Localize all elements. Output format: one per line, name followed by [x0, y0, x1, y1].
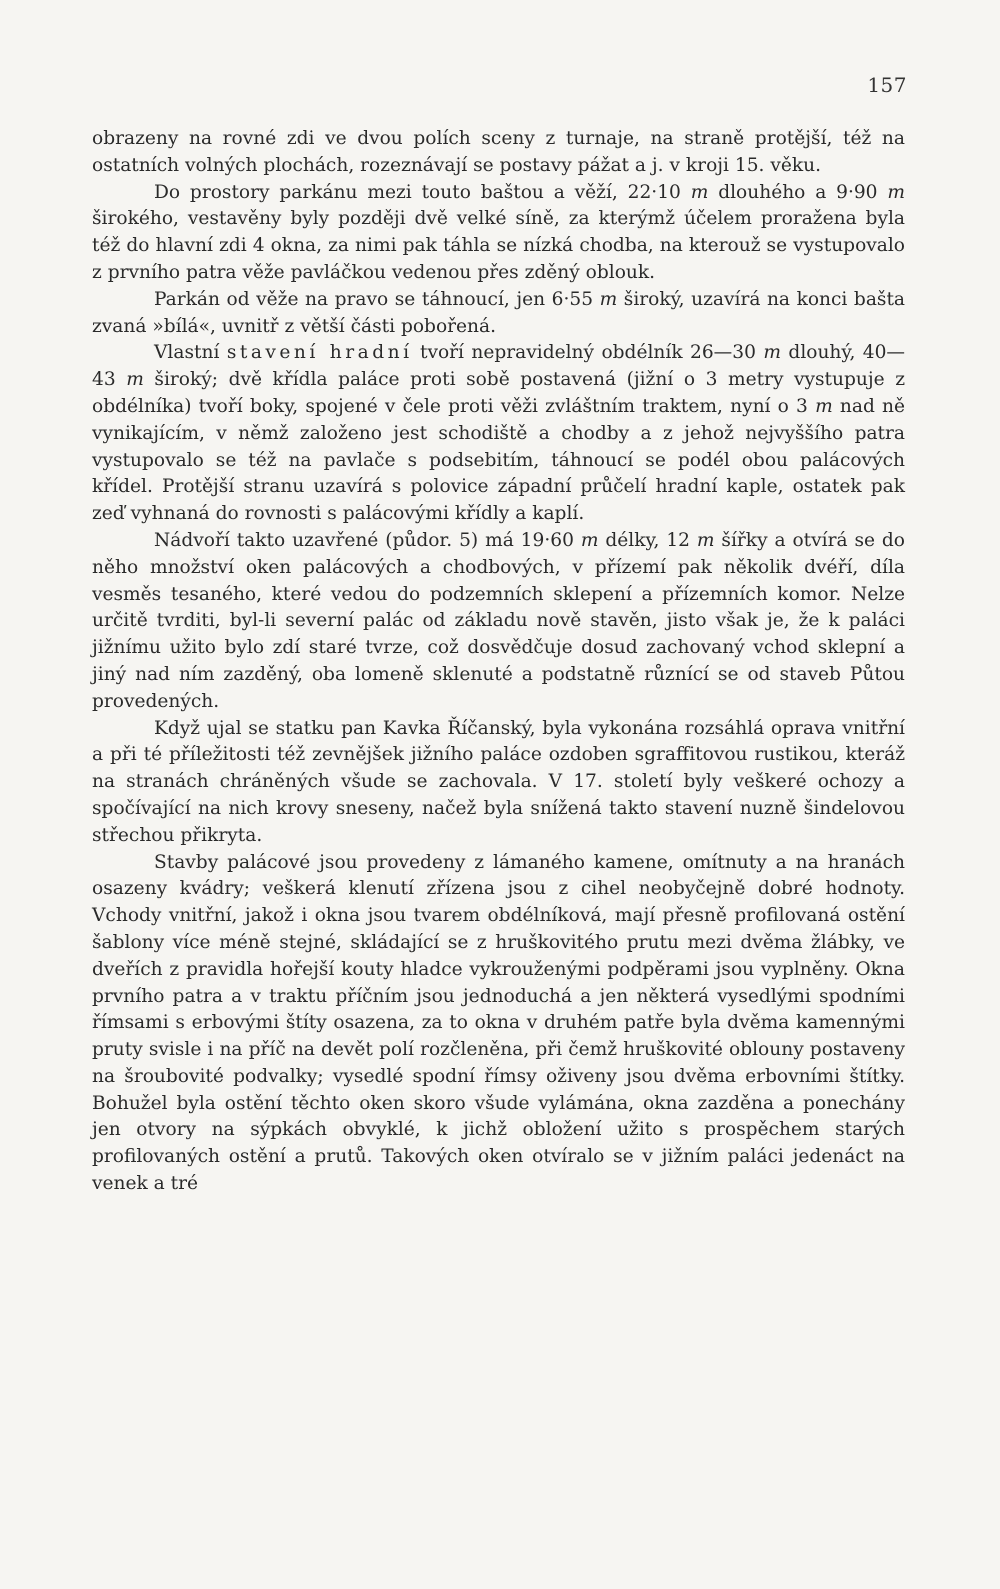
text-run: šířky a otvírá se do něho množství oken palácových a chodbových, v přízemí pak několik dvéří, díla vesměs tesaného, které vedou do podzemních sklepení a přízemních komor. Nelze určitě tvrditi, byl-li severní palác od základu nově stavěn, jisto však je, že k paláci jižnímu užito bylo zdí staré tvrze, což dosvědčuje dosud zachovaný vchod sklepní a jiný nad ním zazděný, oba lomeně sklenuté a podstatně různící se od staveb Půtou provedených.	[92, 529, 905, 712]
text-run: Nádvoří takto uzavřené (půdor. 5) má 19·60	[154, 529, 581, 551]
unit-symbol: m	[887, 181, 905, 203]
text-run: Stavby palácové jsou provedeny z lámaného kamene, omítnuty a na hranách osazeny kvádry; veškerá klenutí zřízena jsou z cihel neobyčejně dobré hodnoty. Vchody vnitřní, jakož i okna jsou tvarem obdélníková, mají přesně profilovaná ostění šablony více méně stejné, skládající se z hruškovitého prutu mezi dvěma žlábky, ve dveřích z pravidla hořejší kouty hladce vykrouženými podpěrami jsou vyplněny. Okna prvního patra a v traktu příčním jsou jednoduchá a jen některá vysedlými spodními římsami s erbovými štíty osazena, za to okna v druhém patře byla dvěma kamennými pruty svisle i na příč na devět polí rozčleněna, při čemž hruškovité oblouny postaveny na šroubovité podvalky; vysedlé spodní římsy oživeny jsou dvěma erbovními štítky. Bohužel byla ostění těchto oken skoro všude vylámána, okna zazděna a ponechány jen otvory na sýpkách obvyklé, k jichž obložení užito s prospěchem starých profilovaných ostění a prutů. Takových oken otvíralo se v jižním paláci jedenáct na venek a tré	[92, 851, 905, 1195]
text-run: široký; dvě křídla paláce proti sobě postavená (jižní o 3 metry vystupuje z obdélníka) tvoří boky, spojené v čele proti věži zvláštním traktem, nyní o 3	[92, 369, 905, 417]
text-run: tvoří nepravidelný obdélník 26—30	[412, 342, 764, 364]
paragraph	[92, 528, 905, 716]
text-run: délky, 12	[598, 529, 697, 551]
unit-symbol: m	[696, 529, 715, 551]
paragraph	[92, 716, 905, 850]
spaced-emphasis: stavení hradní	[226, 342, 413, 364]
unit-symbol: m	[126, 369, 144, 391]
text-run: širokého, vestavěny byly později dvě velké síně, za kterýmž účelem proražena byla též do hlavní zdi 4 okna, za nimi pak táhla se nízká chodba, na kterouž se vystupovalo z prvního patra věže pavláčkou vedenou přes zděný oblouk.	[92, 208, 905, 283]
paragraph	[92, 850, 905, 1198]
body-text	[92, 126, 905, 1198]
paragraph	[92, 340, 905, 528]
text-run: Když ujal se statku pan Kavka Říčanský, byla vykonána rozsáhlá oprava vnitřní a při té příležitosti též zevnějšek jižního paláce ozdoben sgraffitovou rustikou, kteráž na stranách chráněných všude se zachovala. V 17. století byly veškeré ochozy a spočívající na nich krovy sneseny, načež byla snížená takto stavení nuzně šindelovou střechou přikryta.	[92, 717, 905, 846]
text-run: Vlastní	[154, 342, 227, 364]
text-run: široký, uzavírá na konci bašta zvaná »bílá«, uvnitř z větší části pobořená.	[92, 288, 906, 337]
paragraph	[92, 287, 905, 341]
unit-symbol: m	[690, 181, 709, 203]
unit-symbol: m	[580, 529, 599, 551]
text-run: dlouhý, 40—43	[92, 342, 906, 391]
unit-symbol: m	[763, 342, 781, 364]
paragraph	[92, 180, 905, 287]
text-run: Do prostory parkánu mezi touto baštou a věží, 22·10	[154, 181, 691, 203]
paragraph	[92, 126, 905, 180]
unit-symbol: m	[599, 288, 618, 310]
text-run: obrazeny na rovné zdi ve dvou polích sceny z turnaje, na straně protější, též na ostatních volných plochách, rozeznávají se postavy pážat a j. v kroji 15. věku.	[92, 128, 905, 176]
text-run: dlouhého a 9·90	[708, 181, 888, 203]
text-run: Parkán od věže na pravo se táhnoucí, jen 6·55	[154, 288, 600, 310]
unit-symbol: m	[815, 395, 833, 417]
page-number: 157	[867, 73, 907, 97]
text-run: nad ně vynikajícím, v němž založeno jest schodiště a chodby a z jehož nejvyššího patra vystupovalo se též na pavlače s podsebitím, táhnoucí se podél obou palácových křídel. Protější stranu uzavírá s polovice západní průčelí hradní kaple, ostatek pak zeď vyhnaná do rovnosti s palácovými křídly a kaplí.	[92, 395, 905, 525]
